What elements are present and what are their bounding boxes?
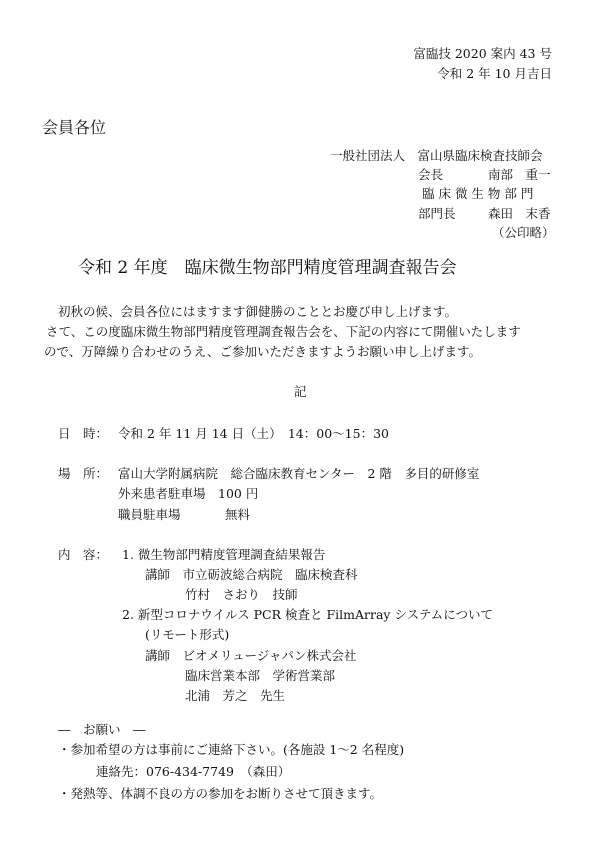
item-2-department: 臨床営業本部 学術営業部 (185, 668, 336, 683)
item-1-title: 1. 微生物部門精度管理調査結果報告 (122, 547, 326, 562)
place-value: 富山大学附属病院 総合臨床教育センター 2 階 多目的研修室 (118, 466, 480, 481)
item-2-format: (リモート形式) (145, 627, 230, 642)
intro-line-2: さて、この度臨床微生物部門精度管理調査報告会を、下記の内容にて開催いたします (46, 324, 521, 339)
ki-heading: 記 (294, 384, 307, 399)
content-label: 内 容： (58, 547, 109, 562)
date-label: 日 時： (58, 426, 109, 441)
item-2-title: 2. 新型コロナウイルス PCR 検査と FilmArray システムについて (122, 607, 493, 622)
note-2: ・発熱等、体調不良の方の参加をお断りさせて頂きます。 (58, 786, 383, 801)
sender-department: 臨 床 微 生 物 部 門 (422, 186, 534, 201)
item-2-speaker: 北浦 芳之 先生 (185, 688, 286, 703)
parking-staff-label: 職員駐車場 (118, 507, 181, 522)
document-number: 富臨技 2020 案内 43 号 (413, 46, 552, 61)
place-label: 場 所： (58, 466, 109, 481)
intro-line-1: 初秋の候、会員各位にはますます御健勝のこととお慶び申し上げます。 (58, 304, 458, 319)
date-value: 令和 2 年 11 月 14 日（土） 14：00〜15：30 (118, 426, 389, 441)
recipient: 会員各位 (42, 118, 107, 137)
parking-outpatient: 外来患者駐車場 100 円 (118, 486, 259, 501)
sender-org: 一般社団法人 富山県臨床検査技師会 (330, 148, 543, 163)
dept-head-name: 森田 末香 (488, 206, 551, 221)
seal-note: （公印略） (492, 225, 555, 240)
dept-head-label: 部門長 (418, 206, 456, 221)
item-1-speaker: 竹村 さおり 技師 (185, 587, 298, 602)
item-2-lecturer: 講師 ビオメリュージャパン株式会社 (145, 648, 357, 663)
item-1-lecturer: 講師 市立砺波総合病院 臨床検査科 (145, 567, 358, 582)
document-title: 令和 2 年度 臨床微生物部門精度管理調査報告会 (78, 258, 457, 278)
chair-name: 南部 重一 (488, 167, 551, 182)
document-date: 令和 2 年 10 月吉日 (437, 66, 552, 81)
parking-staff-value: 無料 (225, 507, 251, 522)
notes-heading: ― お願い ― (58, 722, 146, 737)
chair-label: 会長 (418, 167, 444, 182)
contact-info: 連絡先：076-434-7749 （森田） (96, 764, 291, 779)
note-1: ・参加希望の方は事前にご連絡下さい。(各施設 1〜2 名程度) (58, 742, 405, 757)
intro-line-3: ので、万障繰り合わせのうえ、ご参加いただきますようお願い申し上げます。 (44, 344, 482, 359)
